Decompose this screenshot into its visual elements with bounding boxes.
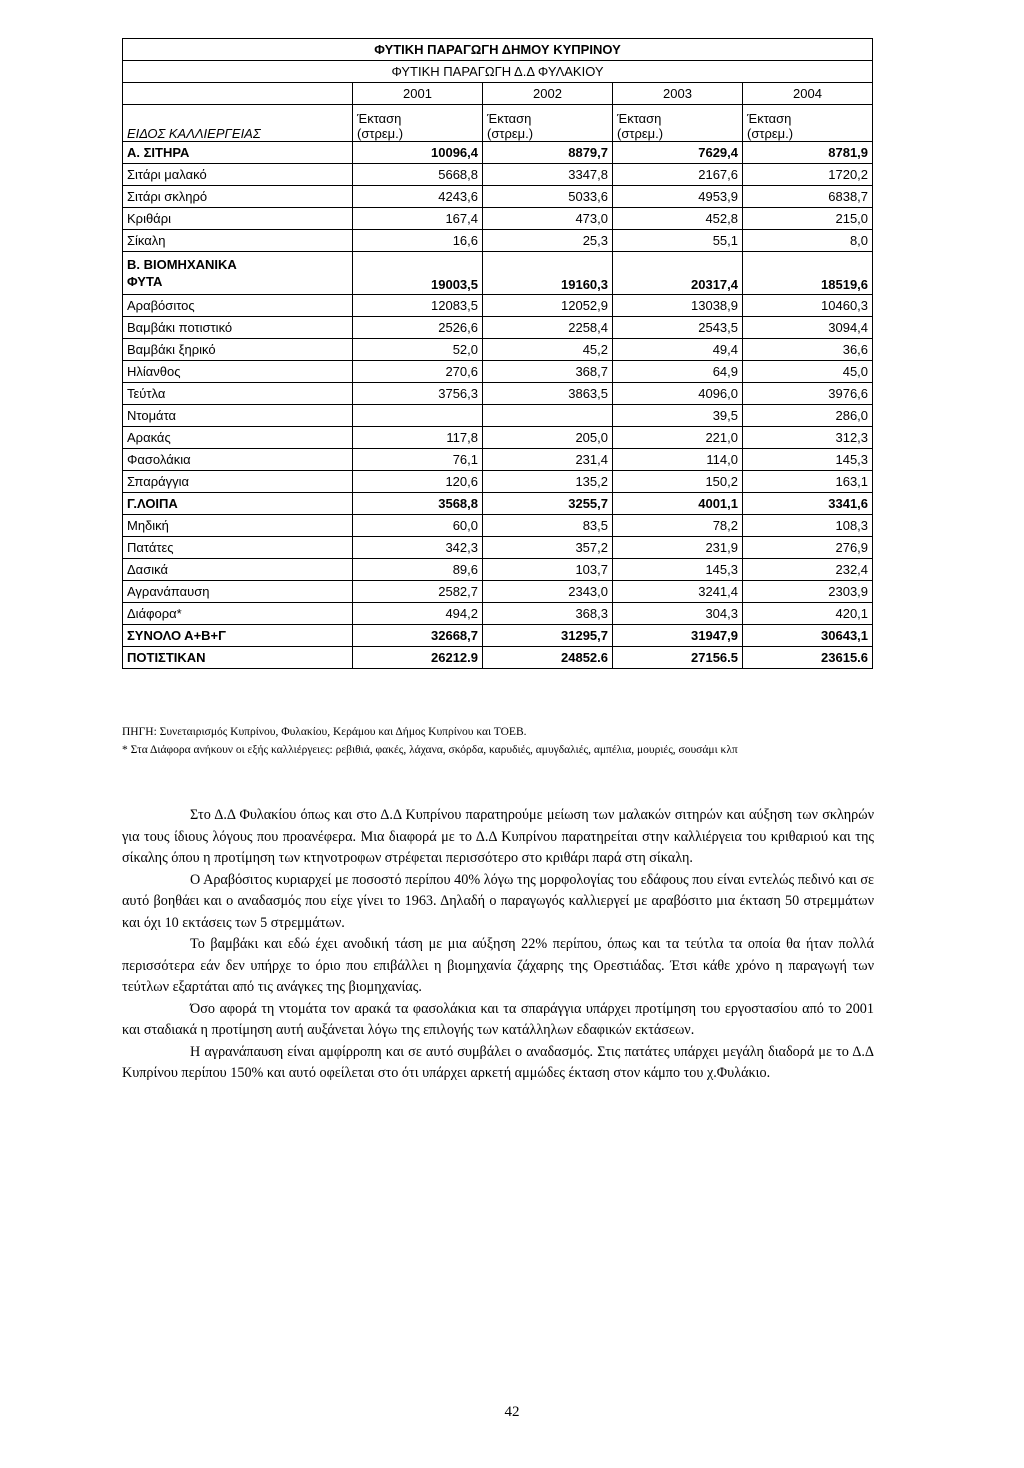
crop-label: Βαμβάκι ξηρικό (123, 339, 353, 361)
area-value-cell: 12052,9 (483, 295, 613, 317)
unit-label: (στρεμ.) (617, 126, 664, 141)
crop-label-line: Β. ΒΙΟΜΗΧΑΝΙΚΑ (127, 257, 237, 272)
unit-label: (στρεμ.) (747, 126, 794, 141)
table-row (123, 405, 873, 427)
unit-label: (στρεμ.) (487, 126, 534, 141)
table-row (123, 142, 873, 164)
area-value-cell: 20317,4 (613, 252, 743, 295)
area-value-cell: 163,1 (743, 471, 873, 493)
area-value-cell: 52,0 (353, 339, 483, 361)
area-value-cell: 452,8 (613, 208, 743, 230)
area-value-cell: 368,3 (483, 603, 613, 625)
area-value-cell: 1720,2 (743, 164, 873, 186)
area-value-cell: 2582,7 (353, 581, 483, 603)
table-row (123, 427, 873, 449)
area-value-cell: 114,0 (613, 449, 743, 471)
crop-label: Αρακάς (123, 427, 353, 449)
table-row (123, 164, 873, 186)
unit-label: Έκταση (747, 111, 792, 126)
area-value-cell: 55,1 (613, 230, 743, 252)
area-value-cell: 150,2 (613, 471, 743, 493)
area-value-cell: 473,0 (483, 208, 613, 230)
area-value-cell: 5033,6 (483, 186, 613, 208)
crop-label-line: ΦΥΤΑ (127, 274, 163, 289)
year-header: 2002 (483, 83, 613, 105)
unit-label: Έκταση (617, 111, 662, 126)
area-value-cell: 368,7 (483, 361, 613, 383)
crop-label: Τεύτλα (123, 383, 353, 405)
crop-label: Σπαράγγια (123, 471, 353, 493)
area-value-cell: 2343,0 (483, 581, 613, 603)
area-value-cell: 3341,6 (743, 493, 873, 515)
area-value-cell: 3347,8 (483, 164, 613, 186)
crop-label: Γ.ΛΟΙΠΑ (123, 493, 353, 515)
area-value-cell: 4001,1 (613, 493, 743, 515)
table-row (123, 383, 873, 405)
area-value-cell: 312,3 (743, 427, 873, 449)
area-value-cell: 45,0 (743, 361, 873, 383)
table-row (123, 625, 873, 647)
area-value-cell: 30643,1 (743, 625, 873, 647)
area-value-cell: 2167,6 (613, 164, 743, 186)
unit-header (483, 105, 613, 142)
area-value-cell: 4953,9 (613, 186, 743, 208)
crop-label: Σιτάρι σκληρό (123, 186, 353, 208)
area-value-cell: 205,0 (483, 427, 613, 449)
paragraph: Ο Αραβόσιτος κυριαρχεί με ποσοστό περίπου 40% λόγω της μορφολογίας του εδάφους που είναι εντελώς πεδινό και σε αυτό βοηθάει και ο αναδασμός που είχε γίνει το 1963. Δηλαδή ο παραγωγός καλλιεργεί με αραβόσιτο μια έκταση 50 στρεμμάτων και όχι 10 εκτάσεις των 5 στρεμμάτων. (122, 871, 874, 931)
area-value-cell: 18519,6 (743, 252, 873, 295)
table-row (123, 515, 873, 537)
table-row (123, 493, 873, 515)
crop-label: Ντομάτα (123, 405, 353, 427)
area-value-cell: 32668,7 (353, 625, 483, 647)
table-row (123, 603, 873, 625)
area-value-cell: 83,5 (483, 515, 613, 537)
paragraph: Το βαμβάκι και εδώ έχει ανοδική τάση με μια αύξηση 22% περίπου, όπως και τα τεύτλα τα οποία θα ήταν πολλά περισσότερα εάν δεν υπήρχε το όριο που επιβάλλει η βιομηχανία ζάχαρης της Ορεστιάδας. Έτσι κάθε χρόνο η παραγωγή των τεύτλων εξαρτάται από τις ανάγκες της βιομηχανίας. (122, 936, 874, 995)
table-row (123, 339, 873, 361)
area-value-cell: 117,8 (353, 427, 483, 449)
crop-label: ΣΥΝΟΛΟ Α+Β+Γ (123, 625, 353, 647)
page-number: 42 (504, 1404, 520, 1420)
area-value-cell: 3255,7 (483, 493, 613, 515)
table-subtitle: ΦΥΤΙΚΗ ΠΑΡΑΓΩΓΗ Δ.Δ ΦΥΛΑΚΙΟΥ (123, 61, 873, 83)
area-value-cell: 8781,9 (743, 142, 873, 164)
paragraph: Η αγρανάπαυση είναι αμφίρροπη και σε αυτό συμβάλει ο αναδασμός. Στις πατάτες υπάρχει μεγάλη διαδορά με το Δ.Δ Κυπρίνου περίπου 150% και αυτό οφείλεται στο ότι υπάρχει αρκετή αμμώδες έκταση στον κάμπο του χ.Φυλάκιο. (122, 1043, 874, 1081)
unit-label: Έκταση (487, 111, 532, 126)
footnote: * Στα Διάφορα ανήκουν οι εξής καλλιέργειες: ρεβιθιά, φακές, λάχανα, σκόρδα, καρυδιές, αμυγδαλιές, αμπέλια, μουριές, σουσάμι κλπ (122, 744, 738, 756)
table-row (123, 252, 873, 295)
crop-kind-header: ΕΙΔΟΣ ΚΑΛΛΙΕΡΓΕΙΑΣ (123, 105, 353, 142)
crop-label: Α. ΣΙΤΗΡΑ (123, 142, 353, 164)
area-value-cell: 2526,6 (353, 317, 483, 339)
area-value-cell: 78,2 (613, 515, 743, 537)
area-value-cell: 10096,4 (353, 142, 483, 164)
table-row (123, 559, 873, 581)
area-value-cell: 31295,7 (483, 625, 613, 647)
area-value-cell: 3568,8 (353, 493, 483, 515)
area-value-cell: 8,0 (743, 230, 873, 252)
crop-label: Βαμβάκι ποτιστικό (123, 317, 353, 339)
area-value-cell: 6838,7 (743, 186, 873, 208)
area-value-cell: 13038,9 (613, 295, 743, 317)
area-value-cell: 2258,4 (483, 317, 613, 339)
crop-label: Σιτάρι μαλακό (123, 164, 353, 186)
area-value-cell: 3241,4 (613, 581, 743, 603)
crop-label: Σίκαλη (123, 230, 353, 252)
area-value-cell: 145,3 (743, 449, 873, 471)
year-header: 2001 (353, 83, 483, 105)
crop-label: ΠΟΤΙΣΤΙΚΑΝ (123, 647, 353, 669)
table-row (123, 317, 873, 339)
area-value-cell: 108,3 (743, 515, 873, 537)
body-text (122, 805, 874, 1085)
area-value-cell: 232,4 (743, 559, 873, 581)
unit-label: Έκταση (357, 111, 402, 126)
area-value-cell: 19003,5 (353, 252, 483, 295)
crop-label: Αραβόσιτος (123, 295, 353, 317)
unit-header (743, 105, 873, 142)
crop-label: Μηδική (123, 515, 353, 537)
area-value-cell: 276,9 (743, 537, 873, 559)
area-value-cell: 3976,6 (743, 383, 873, 405)
area-value-cell: 270,6 (353, 361, 483, 383)
area-value-cell: 49,4 (613, 339, 743, 361)
table-title: ΦΥΤΙΚΗ ΠΑΡΑΓΩΓΗ ΔΗΜΟΥ ΚΥΠΡΙΝΟΥ (123, 39, 873, 61)
area-value-cell: 19160,3 (483, 252, 613, 295)
area-value-cell: 16,6 (353, 230, 483, 252)
table-row (123, 647, 873, 669)
crop-label: Πατάτες (123, 537, 353, 559)
area-value-cell: 3756,3 (353, 383, 483, 405)
area-value-cell: 3094,4 (743, 317, 873, 339)
crop-label: Κριθάρι (123, 208, 353, 230)
area-value-cell: 167,4 (353, 208, 483, 230)
area-value-cell: 231,4 (483, 449, 613, 471)
area-value-cell: 4243,6 (353, 186, 483, 208)
area-value-cell: 7629,4 (613, 142, 743, 164)
crop-label: Δασικά (123, 559, 353, 581)
empty-header-cell (123, 83, 353, 105)
area-value-cell: 45,2 (483, 339, 613, 361)
area-value-cell: 31947,9 (613, 625, 743, 647)
area-value-cell: 36,6 (743, 339, 873, 361)
area-value-cell: 60,0 (353, 515, 483, 537)
area-value-cell: 357,2 (483, 537, 613, 559)
area-value-cell: 103,7 (483, 559, 613, 581)
area-value-cell: 4096,0 (613, 383, 743, 405)
area-value-cell: 342,3 (353, 537, 483, 559)
area-value-cell: 120,6 (353, 471, 483, 493)
table-row (123, 581, 873, 603)
area-value-cell (353, 405, 483, 427)
table-row (123, 449, 873, 471)
table-row (123, 295, 873, 317)
area-value-cell: 494,2 (353, 603, 483, 625)
area-value-cell: 10460,3 (743, 295, 873, 317)
area-value-cell: 27156.5 (613, 647, 743, 669)
area-value-cell: 304,3 (613, 603, 743, 625)
area-value-cell: 145,3 (613, 559, 743, 581)
crop-production-table (122, 38, 873, 669)
area-value-cell: 24852.6 (483, 647, 613, 669)
area-value-cell: 420,1 (743, 603, 873, 625)
year-header: 2004 (743, 83, 873, 105)
crop-label: Ηλίανθος (123, 361, 353, 383)
area-value-cell: 12083,5 (353, 295, 483, 317)
unit-label: (στρεμ.) (357, 126, 404, 141)
table-row (123, 230, 873, 252)
area-value-cell (483, 405, 613, 427)
area-value-cell: 89,6 (353, 559, 483, 581)
area-value-cell: 231,9 (613, 537, 743, 559)
area-value-cell: 25,3 (483, 230, 613, 252)
crop-label: Διάφορα* (123, 603, 353, 625)
table-row (123, 208, 873, 230)
paragraph: Στο Δ.Δ Φυλακίου όπως και στο Δ.Δ Κυπρίνου παρατηρούμε μείωση των μαλακών σιτηρών και αύξηση των σκληρών για τους ίδιους λόγους που προανέφερα. Μια διαφορά με το Δ.Δ Κυπρίνου παρατηρείται στην καλλιέργεια του κριθαριού και της σίκαλης όπου η προτίμηση των κτηνοτροφων στρέφεται περισσότερο στο κριθάρι παρά στη σίκαλη. (122, 807, 874, 866)
area-value-cell: 3863,5 (483, 383, 613, 405)
area-value-cell: 8879,7 (483, 142, 613, 164)
unit-header-row (123, 105, 873, 142)
area-value-cell: 23615.6 (743, 647, 873, 669)
area-value-cell: 2543,5 (613, 317, 743, 339)
area-value-cell: 5668,8 (353, 164, 483, 186)
area-value-cell: 135,2 (483, 471, 613, 493)
crop-label (123, 252, 353, 295)
area-value-cell: 26212.9 (353, 647, 483, 669)
table-row (123, 361, 873, 383)
area-value-cell: 76,1 (353, 449, 483, 471)
area-value-cell: 286,0 (743, 405, 873, 427)
crop-label: Φασολάκια (123, 449, 353, 471)
year-header: 2003 (613, 83, 743, 105)
area-value-cell: 2303,9 (743, 581, 873, 603)
area-value-cell: 221,0 (613, 427, 743, 449)
area-value-cell: 64,9 (613, 361, 743, 383)
table-row (123, 537, 873, 559)
unit-header (353, 105, 483, 142)
table-row (123, 471, 873, 493)
paragraph: Όσο αφορά τη ντομάτα τον αρακά τα φασολάκια και τα σπαράγγια υπάρχει προτίμηση του εργοστασίου από το 2001 και σταδιακά η προτίμηση αυτή αυξάνεται λόγω της επιλογής των κατάλληλων εδαφικών εκτάσεων. (122, 1000, 874, 1038)
table-row (123, 186, 873, 208)
area-value-cell: 39,5 (613, 405, 743, 427)
unit-header (613, 105, 743, 142)
crop-label: Αγρανάπαυση (123, 581, 353, 603)
area-value-cell: 215,0 (743, 208, 873, 230)
source-note: ΠΗΓΗ: Συνεταιρισμός Κυπρίνου, Φυλακίου, Κεράμου και Δήμος Κυπρίνου και ΤΟΕΒ. (122, 726, 527, 738)
